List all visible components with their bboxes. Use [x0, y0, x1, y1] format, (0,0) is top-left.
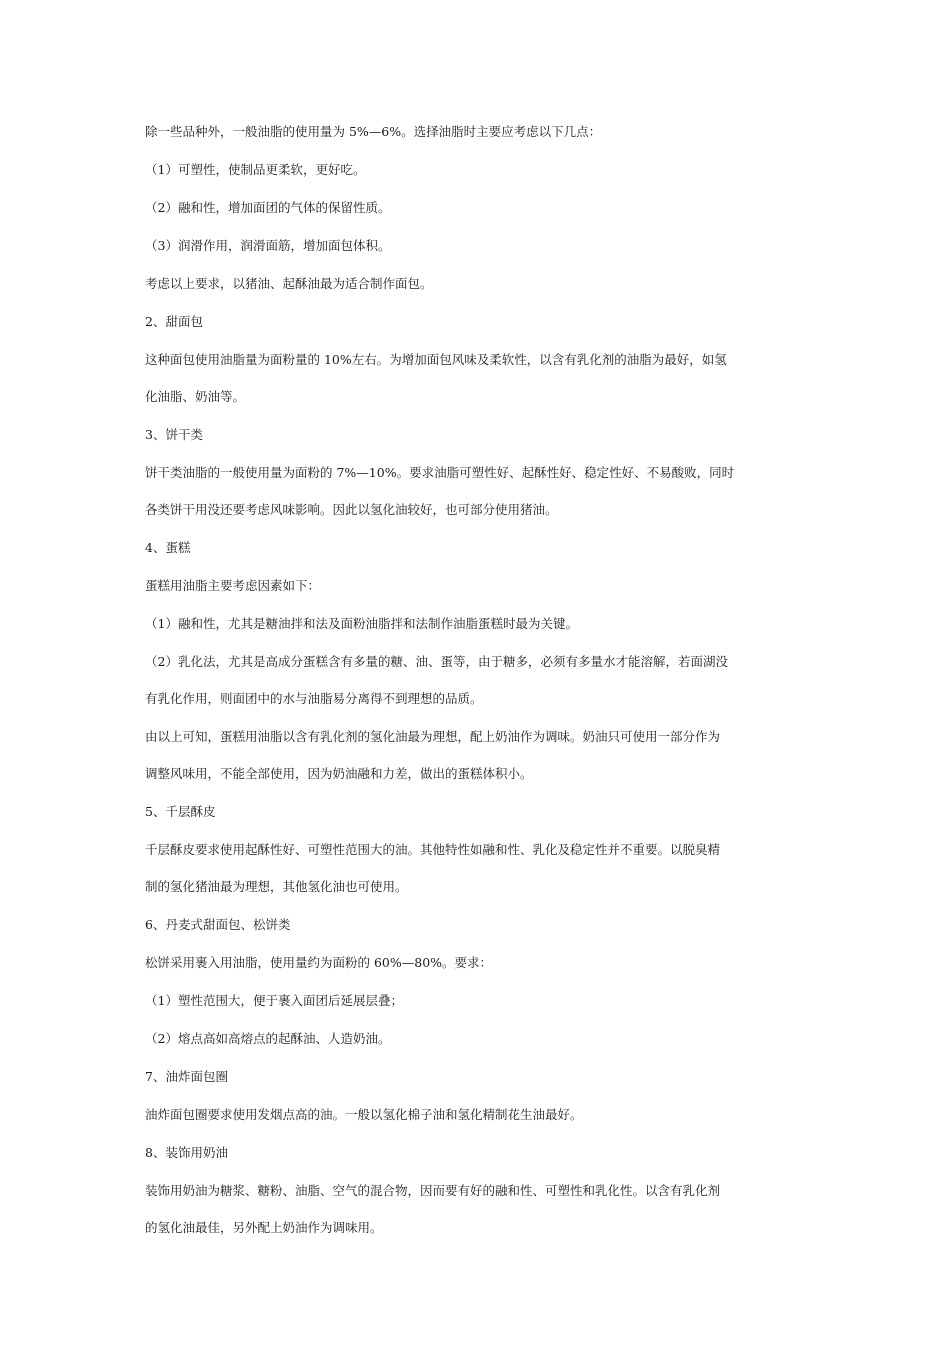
text-line: （2）乳化法，尤其是高成分蛋糕含有多量的糖、油、蛋等，由于糖多，必须有多量水才能溶解，若面湖没 [145, 654, 728, 669]
text-line: 5、千层酥皮 [145, 804, 216, 819]
text-line: 千层酥皮要求使用起酥性好、可塑性范围大的油。其他特性如融和性、乳化及稳定性并不重要。以脱臭精 [145, 842, 721, 857]
text-line: 油炸面包圈要求使用发烟点高的油。一般以氢化棉子油和氢化精制花生油最好。 [145, 1107, 583, 1122]
text-line: 各类饼干用没还要考虑风味影响。因此以氢化油较好，也可部分使用猪油。 [145, 502, 558, 517]
section-heading [145, 538, 810, 558]
text-line: 2、甜面包 [145, 314, 203, 329]
text-line: （1）可塑性，使制品更柔软，更好吃。 [145, 162, 366, 177]
paragraph [145, 1105, 810, 1125]
paragraph [145, 576, 810, 596]
paragraph [145, 652, 810, 709]
paragraph [145, 274, 810, 294]
paragraph [145, 122, 810, 142]
paragraph [145, 350, 810, 407]
section-heading [145, 425, 810, 445]
text-line: 3、饼干类 [145, 427, 203, 442]
paragraph [145, 727, 810, 784]
paragraph [145, 236, 810, 256]
text-line: 松饼采用裹入用油脂，使用量约为面粉的 60%—80%。要求： [145, 955, 493, 970]
text-line: （1）塑性范围大，便于裹入面团后延展层叠； [145, 993, 403, 1008]
text-line: （3）润滑作用，润滑面筋，增加面包体积。 [145, 238, 391, 253]
text-line: 调整风味用，不能全部使用，因为奶油融和力差，做出的蛋糕体积小。 [145, 766, 533, 781]
text-line: 4、蛋糕 [145, 540, 191, 555]
text-line: （2）融和性，增加面团的气体的保留性质。 [145, 200, 391, 215]
text-line: （1）融和性，尤其是糖油拌和法及面粉油脂拌和法制作油脂蛋糕时最为关键。 [145, 616, 578, 631]
paragraph [145, 198, 810, 218]
text-line: 除一些品种外，一般油脂的使用量为 5%—6%。选择油脂时主要应考虑以下几点： [145, 124, 602, 139]
paragraph [145, 991, 810, 1011]
section-heading [145, 802, 810, 822]
text-line: 有乳化作用，则面团中的水与油脂易分离得不到理想的品质。 [145, 691, 483, 706]
text-line: 6、丹麦式甜面包、松饼类 [145, 917, 291, 932]
text-line: 由以上可知，蛋糕用油脂以含有乳化剂的氢化油最为理想，配上奶油作为调味。奶油只可使用一部分作为 [145, 729, 721, 744]
text-line: 的氢化油最佳，另外配上奶油作为调味用。 [145, 1220, 383, 1235]
text-line: 蛋糕用油脂主要考虑因素如下： [145, 578, 321, 593]
text-line: 装饰用奶油为糖浆、糖粉、油脂、空气的混合物，因而要有好的融和性、可塑性和乳化性。以含有乳化剂 [145, 1183, 721, 1198]
paragraph [145, 463, 810, 520]
section-heading [145, 915, 810, 935]
paragraph [145, 953, 810, 973]
text-line: 7、油炸面包圈 [145, 1069, 228, 1084]
text-line: 8、装饰用奶油 [145, 1145, 228, 1160]
text-line: 化油脂、奶油等。 [145, 389, 246, 404]
text-line: 考虑以上要求，以猪油、起酥油最为适合制作面包。 [145, 276, 433, 291]
text-line: （2）熔点高如高熔点的起酥油、人造奶油。 [145, 1031, 391, 1046]
paragraph [145, 1181, 810, 1238]
section-heading [145, 312, 810, 332]
paragraph [145, 614, 810, 634]
text-line: 制的氢化猪油最为理想，其他氢化油也可使用。 [145, 879, 408, 894]
paragraph [145, 1029, 810, 1049]
paragraph [145, 160, 810, 180]
paragraph [145, 840, 810, 897]
section-heading [145, 1143, 810, 1163]
document-body [145, 122, 810, 1256]
section-heading [145, 1067, 810, 1087]
text-line: 饼干类油脂的一般使用量为面粉的 7%—10%。要求油脂可塑性好、起酥性好、稳定性好、不易酸败，同时 [145, 465, 735, 480]
text-line: 这种面包使用油脂量为面粉量的 10%左右。为增加面包风味及柔软性，以含有乳化剂的油脂为最好，如氢 [145, 352, 727, 367]
